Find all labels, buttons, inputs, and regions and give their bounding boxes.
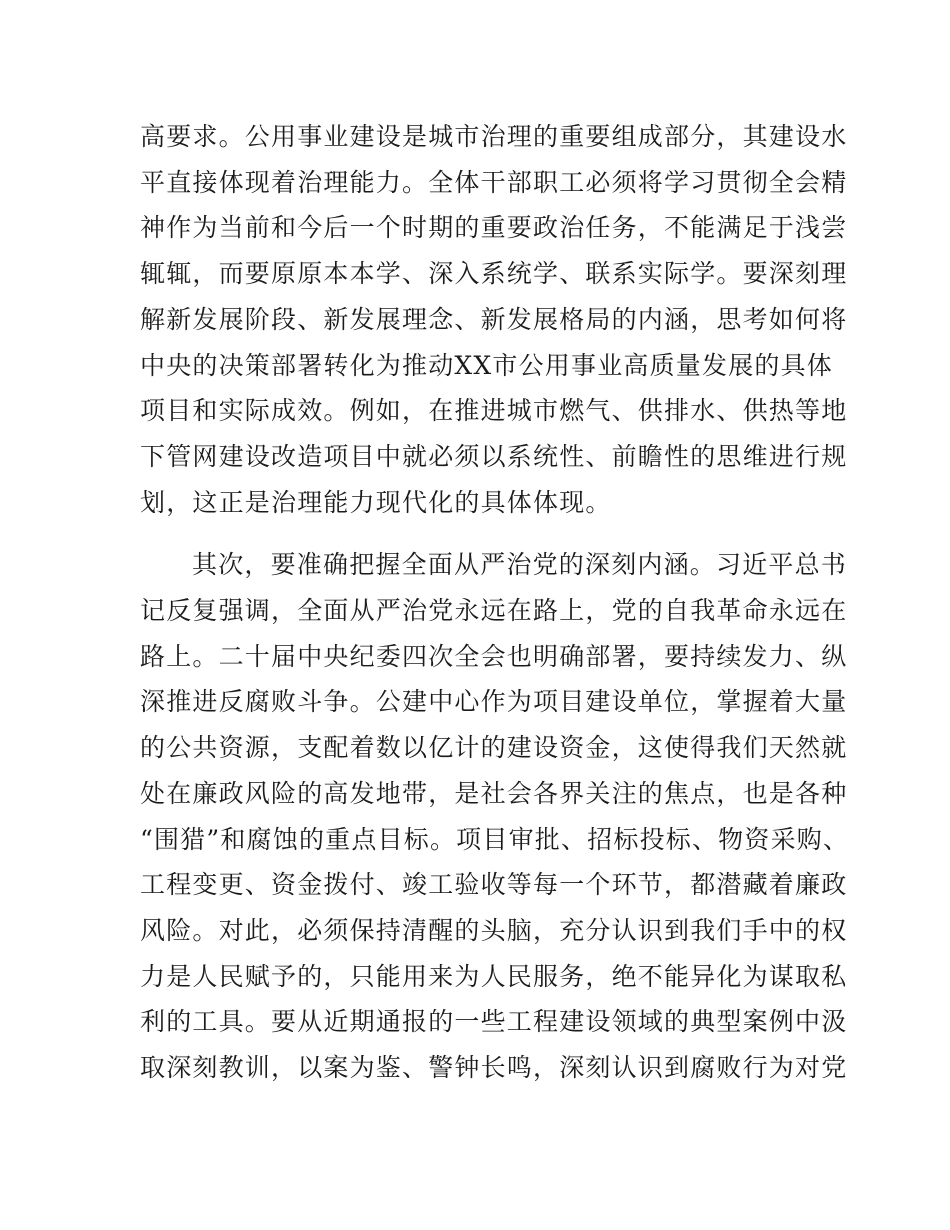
text-line: 记反复强调，全面从严治党永远在路上，党的自我革命永远在 bbox=[140, 596, 848, 626]
text-line: 工程变更、资金拨付、竣工验收等每一个环节，都潜藏着廉政 bbox=[140, 870, 848, 900]
paragraph-1 bbox=[140, 114, 848, 525]
text-line: 的公共资源，支配着数以亿计的建设资金，这使得我们天然就 bbox=[140, 733, 848, 763]
text-line: 下管网建设改造项目中就必须以系统性、前瞻性的思维进行规 bbox=[140, 441, 848, 471]
text-line: 力是人民赋予的，只能用来为人民服务，绝不能异化为谋取私 bbox=[140, 961, 848, 991]
text-line: 处在廉政风险的高发地带，是社会各界关注的焦点，也是各种 bbox=[140, 778, 848, 808]
text-line: 风险。对此，必须保持清醒的头脑，充分认识到我们手中的权 bbox=[140, 915, 848, 945]
text-line: 辄辄，而要原原本本学、深入系统学、联系实际学。要深刻理 bbox=[140, 259, 848, 289]
paragraph-spacer bbox=[140, 525, 820, 542]
text-line: 中央的决策部署转化为推动XX市公用事业高质量发展的具体 bbox=[140, 350, 833, 380]
text-line: “围猎”和腐蚀的重点目标。项目审批、招标投标、物资采购、 bbox=[140, 824, 850, 854]
text-line: 项目和实际成效。例如，在推进城市燃气、供排水、供热等地 bbox=[140, 396, 848, 426]
paragraph-2 bbox=[140, 542, 850, 1090]
text-line: 神作为当前和今后一个时期的重要政治任务，不能满足于浅尝 bbox=[140, 213, 848, 243]
text-line-first: 其次，要准确把握全面从严治党的深刻内涵。习近平总书 bbox=[192, 550, 848, 580]
text-line: 深推进反腐败斗争。公建中心作为项目建设单位，掌握着大量 bbox=[140, 687, 848, 717]
text-line: 平直接体现着治理能力。全体干部职工必须将学习贯彻全会精 bbox=[140, 167, 848, 197]
text-line: 取深刻教训，以案为鉴、警钟长鸣，深刻认识到腐败行为对党 bbox=[140, 1053, 848, 1083]
text-line: 划，这正是治理能力现代化的具体体现。 bbox=[140, 487, 612, 517]
text-line: 路上。二十届中央纪委四次全会也明确部署，要持续发力、纵 bbox=[140, 641, 848, 671]
text-line: 高要求。公用事业建设是城市治理的重要组成部分，其建设水 bbox=[140, 122, 848, 151]
text-line: 解新发展阶段、新发展理念、新发展格局的内涵，思考如何将 bbox=[140, 304, 848, 334]
body-text bbox=[140, 114, 850, 1091]
text-line: 利的工具。要从近期通报的一些工程建设领域的典型案例中汲 bbox=[140, 1007, 848, 1037]
